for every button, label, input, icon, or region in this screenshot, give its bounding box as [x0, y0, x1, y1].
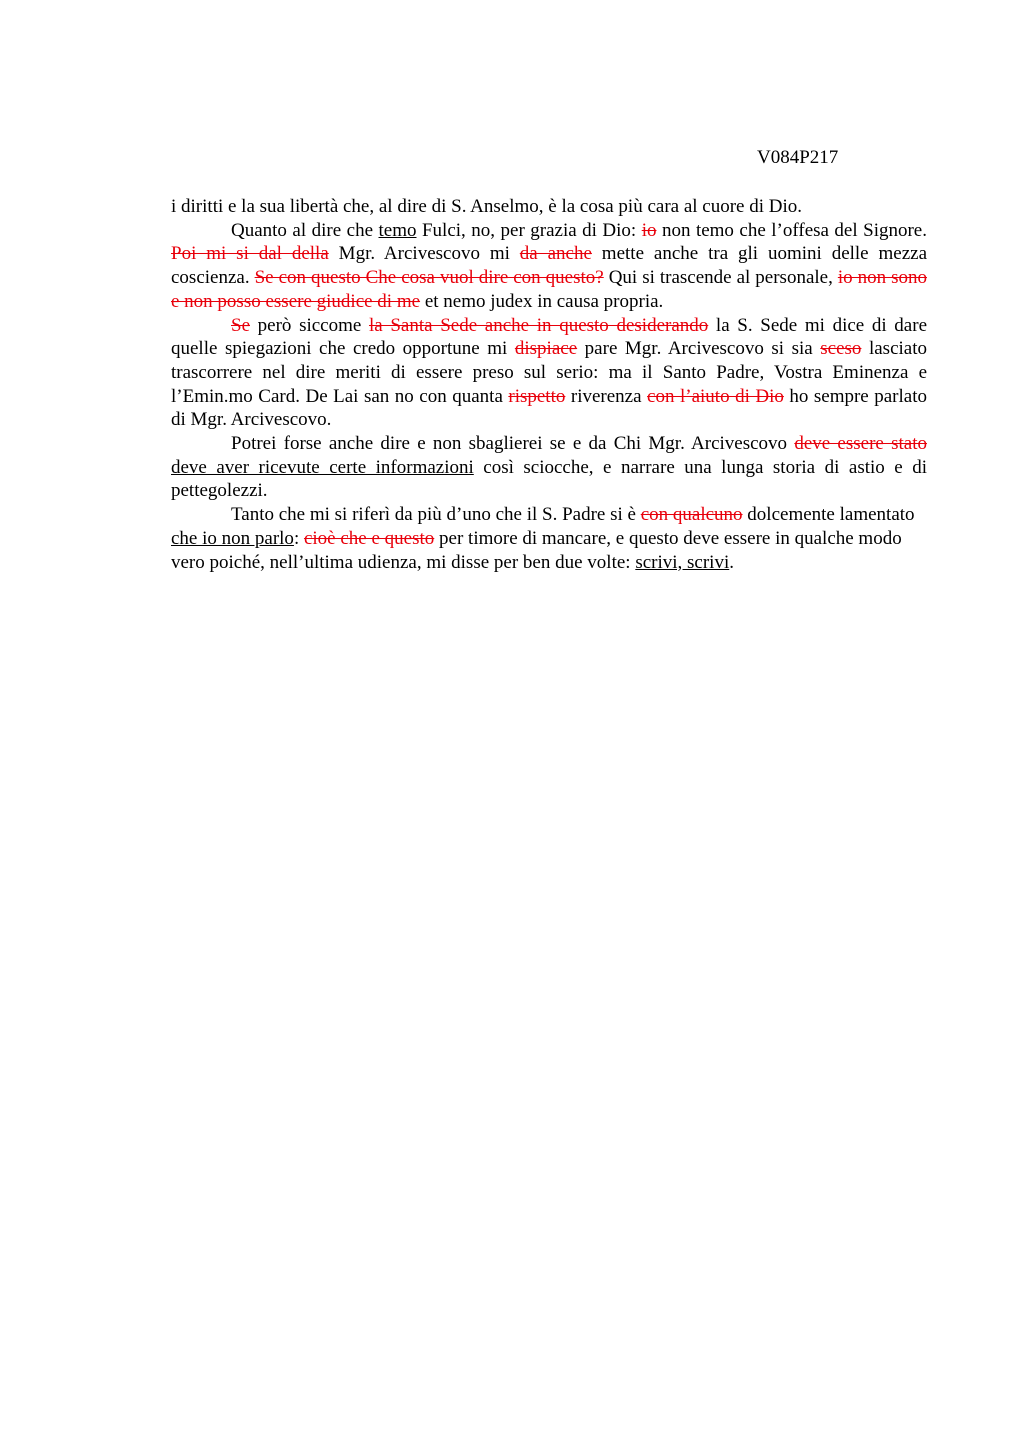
text-segment: riverenza	[565, 385, 648, 407]
text-segment: la S. Sede mi dice di dare quelle spiegazioni che credo opportune mi	[171, 314, 927, 360]
text-segment: :	[293, 527, 304, 549]
underlined-text: che io non parlo	[171, 527, 294, 549]
deleted-text: io non sono e non posso essere giudice di me	[171, 267, 927, 312]
letter-body	[171, 195, 927, 574]
deleted-text: deve essere stato	[794, 433, 927, 455]
text-segment: dolcemente lamentato	[742, 504, 915, 526]
paragraph	[171, 219, 927, 314]
deleted-text: dispiace	[514, 338, 578, 360]
deleted-text: da anche	[519, 243, 592, 265]
paragraph	[171, 314, 927, 433]
deleted-text: cioè che e questo	[303, 527, 435, 549]
paragraph	[171, 432, 927, 503]
deleted-text: Se con questo Che cosa vuol dire con questo?	[254, 267, 604, 289]
text-segment: .	[729, 551, 734, 573]
text-segment: Qui si trascende al personale,	[603, 267, 838, 289]
underlined-text: temo	[378, 219, 417, 241]
text-segment: Quanto al dire che	[231, 219, 379, 241]
text-segment: Mgr. Arcivescovo mi	[328, 243, 520, 265]
text-segment: però siccome	[250, 314, 369, 336]
text-segment: i diritti e la sua libertà che, al dire di S. Anselmo, è la cosa più cara al cuore di Dio.	[171, 196, 803, 217]
deleted-text: la Santa Sede anche in questo desiderando	[368, 314, 709, 336]
deleted-text: Poi mi si dal della	[171, 243, 329, 265]
text-segment: Potrei forse anche dire e non sbaglierei se e da Chi Mgr. Arcivescovo	[231, 433, 795, 455]
paragraph	[171, 503, 927, 574]
underlined-text: deve aver ricevute certe informazioni	[171, 456, 474, 478]
text-segment: così sciocche, e narrare una lunga storia di astio e di pettegolezzi.	[171, 456, 927, 502]
text-segment: mette anche tra gli uomini delle mezza coscienza.	[171, 243, 928, 289]
text-segment: non temo che l’offesa del Signore.	[656, 219, 927, 241]
text-segment: Fulci, no, per grazia di Dio:	[416, 219, 642, 241]
text-segment: ho sempre parlato di Mgr. Arcivescovo.	[171, 385, 927, 431]
deleted-text: sceso	[820, 338, 862, 360]
text-segment: lasciato trascorrere nel dire meriti di essere preso sul serio: ma il Santo Padre, Vostra Eminenza e l’Emin.mo Card. De Lai san no con quanta	[171, 338, 927, 407]
paragraph	[171, 195, 927, 219]
page-identifier: V084P217	[757, 147, 839, 168]
text-segment: pare Mgr. Arcivescovo si sia	[577, 338, 821, 360]
deleted-text: io	[641, 219, 657, 241]
text-segment: et nemo judex in causa propria.	[420, 290, 664, 312]
deleted-text: Se	[231, 314, 250, 336]
text-segment: Tanto che mi si riferì da più d’uno che il S. Padre si è	[231, 504, 641, 526]
deleted-text: con l’aiuto di Dio	[647, 385, 784, 407]
deleted-text: rispetto	[508, 385, 566, 407]
text-segment: per timore di mancare, e questo deve essere in qualche modo vero poiché, nell’ultima udienza, mi disse per ben due volte:	[171, 527, 902, 573]
underlined-text: scrivi, scrivi	[635, 551, 730, 573]
deleted-text: con qualcuno	[640, 504, 743, 526]
